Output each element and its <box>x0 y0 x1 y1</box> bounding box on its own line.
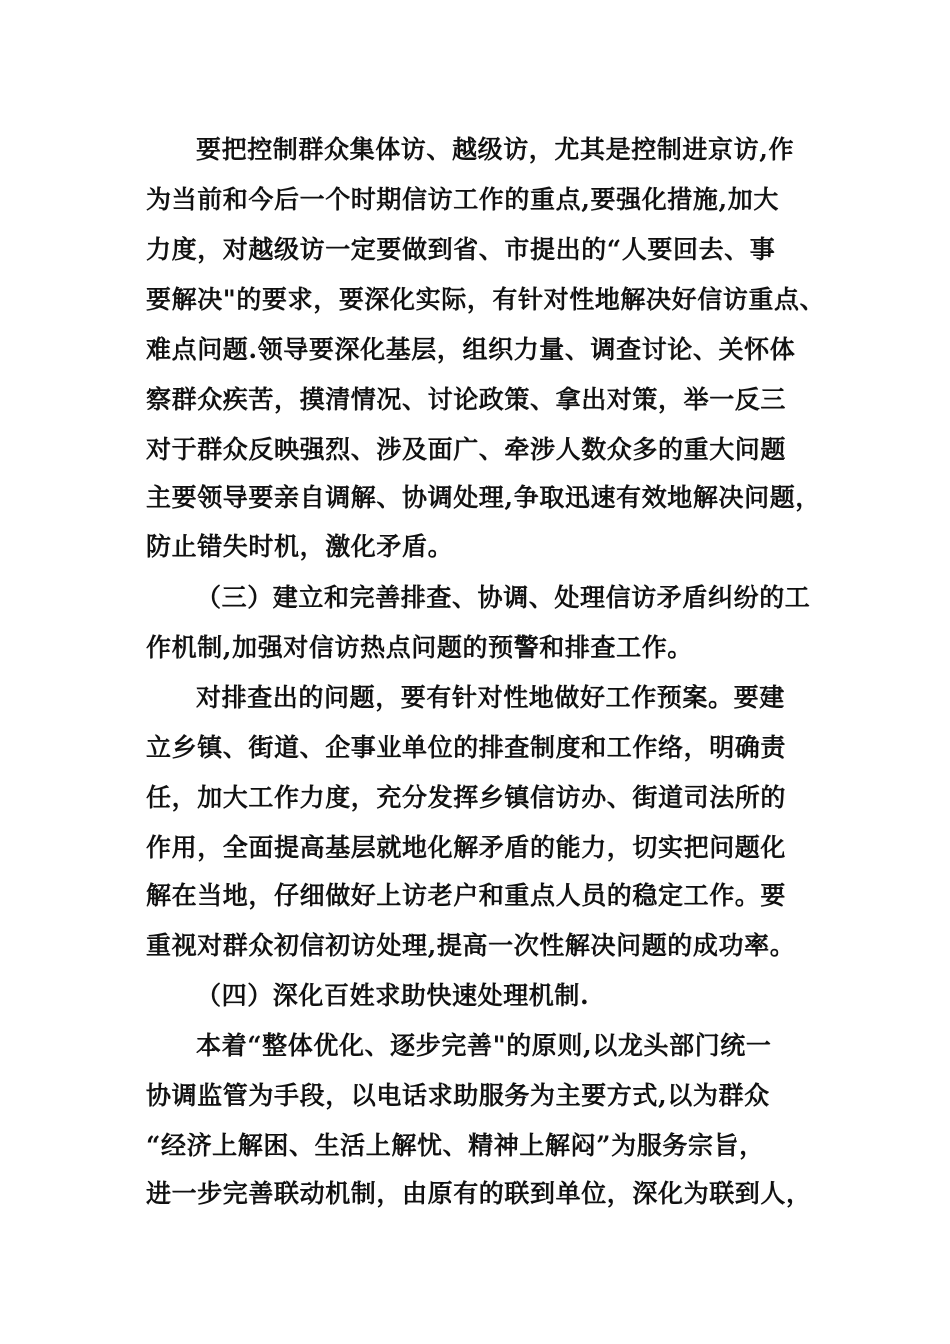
text-line: 要把控制群众集体访、越级访，尤其是控制进京访,作 <box>196 135 795 164</box>
text-line: 任，加大工作力度，充分发挥乡镇信访办、街道司法所的 <box>146 783 787 812</box>
section-heading: （三）建立和完善排查、协调、处理信访矛盾纠纷的工 <box>196 583 811 612</box>
text-line: 作机制,加强对信访热点问题的预警和排查工作。 <box>146 633 693 662</box>
text-line: 为当前和今后一个时期信访工作的重点,要强化措施,加大 <box>146 185 780 214</box>
text-line: 作用，全面提高基层就地化解矛盾的能力，切实把问题化 <box>146 833 787 862</box>
text-line: “经济上解困、生活上解忧、精神上解闷”为服务宗旨， <box>146 1131 765 1160</box>
text-line: 要解决"的要求，要深化实际，有针对性地解决好信访重点、 <box>146 285 826 314</box>
text-line: 对排查出的问题，要有针对性地做好工作预案。要建 <box>196 683 785 712</box>
text-line: 立乡镇、街道、企事业单位的排查制度和工作络，明确责 <box>146 733 787 762</box>
text-line: 重视对群众初信初访处理,提高一次性解决问题的成功率。 <box>146 931 796 960</box>
text-line: 对于群众反映强烈、涉及面广、牵涉人数众多的重大问题 <box>146 435 787 464</box>
text-line: 察群众疾苦，摸清情况、讨论政策、拿出对策，举一反三 <box>146 385 787 414</box>
text-line: 解在当地，仔细做好上访老户和重点人员的稳定工作。要 <box>146 881 787 910</box>
text-line: 进一步完善联动机制，由原有的联到单位，深化为联到人， <box>146 1179 812 1208</box>
text-line: 协调监管为手段，以电话求助服务为主要方式,以为群众 <box>146 1081 770 1110</box>
text-line: 主要领导要亲自调解、协调处理,争取迅速有效地解决问题， <box>146 483 821 512</box>
section-heading: （四）深化百姓求助快速处理机制. <box>196 981 590 1010</box>
text-line: 本着“整体优化、逐步完善"的原则,以龙头部门统一 <box>196 1031 772 1060</box>
text-line: 力度，对越级访一定要做到省、市提出的“人要回去、事 <box>146 235 776 264</box>
text-line: 难点问题.领导要深化基层，组织力量、调查讨论、关怀体 <box>146 335 796 364</box>
text-line: 防止错失时机，激化矛盾。 <box>146 532 454 561</box>
